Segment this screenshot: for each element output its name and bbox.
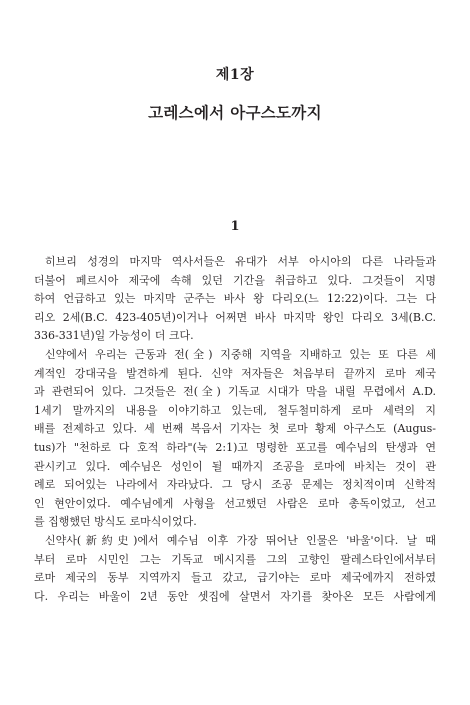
section-number: 1 bbox=[230, 219, 240, 234]
paragraph-1 bbox=[34, 253, 436, 346]
text-line: 관시키고 있다. 예수님은 성인이 될 때까지 조공을 로마에 바치는 것이 관 bbox=[34, 459, 436, 473]
text-line: 례로 되어있는 나라에서 자라났다. 그 당시 조공 문제는 정치적이며 신학적 bbox=[34, 478, 436, 492]
paragraph-2 bbox=[34, 346, 436, 532]
text-line: 를 집행했던 방식도 로마식이었다. bbox=[34, 515, 197, 529]
paragraph-3 bbox=[34, 532, 436, 606]
text-line: 신약에서 우리는 근동과 전(全) 지중해 지역을 지배하고 있는 또 다른 세 bbox=[45, 347, 436, 361]
chapter-title: 고레스에서 아구스도까지 bbox=[148, 103, 322, 122]
text-line: 1세기 말까지의 내용을 이야기하고 있는데, 철두철미하게 로마 세력의 지 bbox=[34, 403, 436, 417]
text-line: 인 현안이었다. 예수님에게 사형을 선고했던 사람은 로마 총독이었고, 선고 bbox=[34, 496, 436, 510]
text-line: 로마 제국의 동부 지역까지 들고 갔고, 급기야는 로마 제국에까지 전하였 bbox=[34, 571, 436, 585]
text-line: 히브리 성경의 마지막 역사서들은 유대가 서부 아시아의 다른 나라들과 bbox=[45, 255, 436, 268]
text-line: 더불어 페르시아 제국에 속해 있던 기간을 취급하고 있다. 그것들이 지명 bbox=[34, 273, 436, 287]
text-line: 계적인 강대국을 발견하게 된다. 신약 저자들은 처음부터 끝까지 로마 제국 bbox=[34, 366, 436, 380]
text-line: tus)가 "천하로 다 호적 하라"(눅 2:1)고 명령한 포고를 예수님의 탄생과 연 bbox=[34, 440, 436, 454]
text-line: 다. 우리는 바울이 2년 동안 셋집에 살면서 자기를 찾아온 모든 사람에게 bbox=[34, 589, 436, 603]
text-line: 하여 언급하고 있는 마지막 군주는 바사 왕 다리오(느 12:22)이다. 그는 다 bbox=[34, 292, 436, 306]
text-line: 과 관련되어 있다. 그것들은 전(全) 기독교 시대가 막을 내릴 무렵에서 A.D. bbox=[34, 385, 436, 399]
text-line: 부터 로마 시민인 그는 기독교 메시지를 그의 고향인 팔레스타인에서부터 bbox=[34, 552, 436, 566]
body-text bbox=[34, 253, 436, 606]
text-line: 리오 2세(B.C. 423-405년)이거나 어쩌면 바사 마지막 왕인 다리오 3세(B.C. bbox=[34, 310, 436, 324]
text-line: 336-331년)일 가능성이 더 크다. bbox=[34, 329, 194, 343]
text-line: 신약사(新約史)에서 예수님 이후 가장 뛰어난 인물은 '바울'이다. 날 때 bbox=[45, 533, 436, 547]
text-line: 배를 전제하고 있다. 세 번째 복음서 기자는 첫 로마 황제 아구스도 (Augus- bbox=[34, 422, 436, 436]
chapter-label: 제1장 bbox=[215, 67, 255, 83]
